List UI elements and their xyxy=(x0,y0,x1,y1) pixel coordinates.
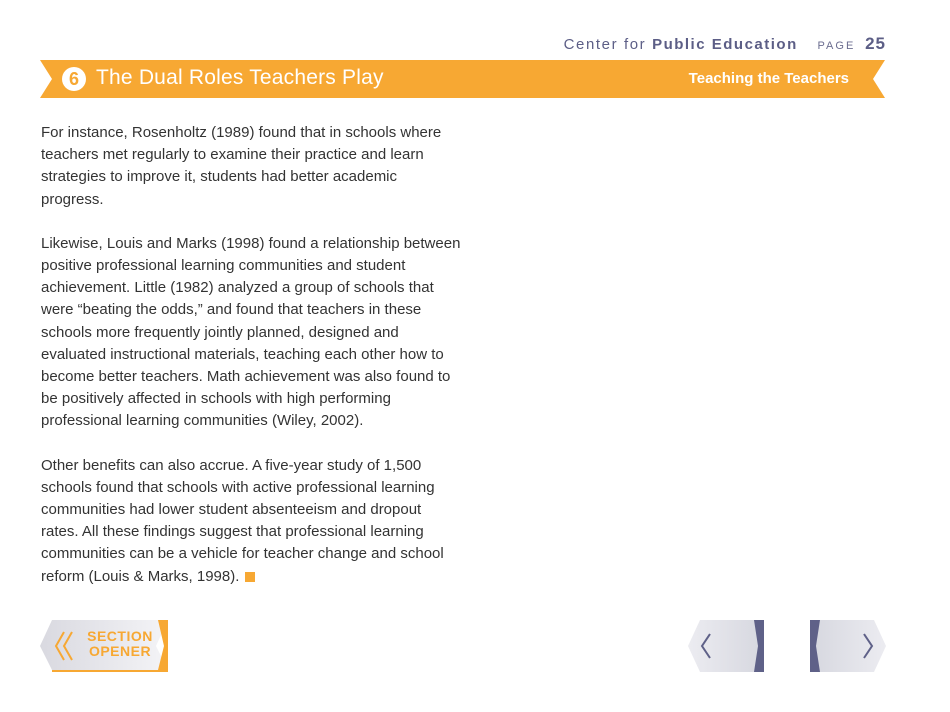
paragraph: Likewise, Louis and Marks (1998) found a relationship between positive professional learning communities and student achievement. Little (1982) analyzed a group of schools that were “beating the odds,” and found that teachers in these schools more frequently jointly planned, designed and evaluated instructional materials, teaching each other how to become better teachers. Math achievement was also found to be positively affected in schools with high performing professional learning communities (Wiley, 2002). xyxy=(41,234,461,430)
org-name: Public Education xyxy=(652,36,798,53)
chapter-subtitle: Teaching the Teachers xyxy=(688,70,849,87)
previous-page-shape xyxy=(688,620,766,672)
page-number: 25 xyxy=(865,34,886,53)
org-prefix: Center for xyxy=(563,36,647,53)
paragraph: For instance, Rosenholtz (1989) found that in schools where teachers met regularly to examine their practice and learn strategies to improve it, students had better academic progress. xyxy=(41,124,442,208)
previous-page-button[interactable] xyxy=(688,620,766,672)
end-of-article-marker xyxy=(245,572,255,582)
article-body xyxy=(41,122,461,610)
section-opener-line1: SECTION xyxy=(87,628,153,644)
section-title: The Dual Roles Teachers Play xyxy=(96,66,384,89)
section-opener-button[interactable] xyxy=(40,620,170,672)
org-header xyxy=(564,34,886,54)
next-page-shape xyxy=(808,620,886,672)
paragraph xyxy=(41,455,461,588)
section-opener-line2: OPENER xyxy=(88,643,152,659)
section-banner xyxy=(40,60,885,98)
section-opener-label xyxy=(80,629,160,659)
next-page-button[interactable] xyxy=(808,620,886,672)
section-number-badge: 6 xyxy=(62,67,86,91)
page-label: PAGE xyxy=(817,40,856,52)
paragraph-text: Other benefits can also accrue. A five-year study of 1,500 schools found that schools with active professional learning communities had lower student absenteeism and dropout rates. All these findings suggest that professional learning communities can be a vehicle for teacher change and school reform (Louis & Marks, 1998). xyxy=(41,456,444,585)
